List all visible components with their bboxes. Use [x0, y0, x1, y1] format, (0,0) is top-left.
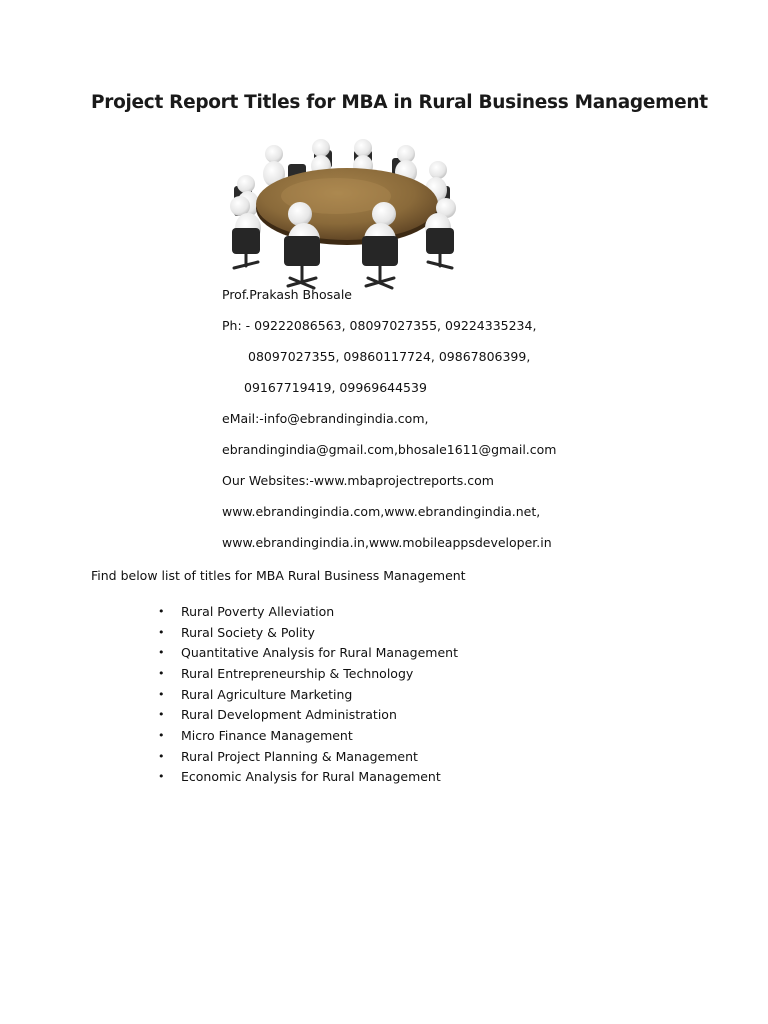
- bullet-icon: •: [158, 770, 165, 784]
- topic-label: Quantitative Analysis for Rural Management: [181, 645, 458, 661]
- page-title: Project Report Titles for MBA in Rural Business Management: [91, 92, 708, 113]
- topic-label: Rural Society & Polity: [181, 624, 315, 640]
- websites-line-1[interactable]: Our Websites:-www.mbaprojectreports.com: [222, 473, 494, 488]
- list-item: [158, 622, 458, 643]
- topic-label: Micro Finance Management: [181, 727, 353, 743]
- bullet-icon: •: [158, 666, 165, 680]
- email-line-2[interactable]: ebrandingindia@gmail.com,bhosale1611@gmail.com: [222, 442, 557, 457]
- business-meeting-round-table-icon: [226, 136, 462, 296]
- list-item: [158, 767, 458, 788]
- bullet-icon: •: [158, 604, 165, 618]
- websites-line-3[interactable]: www.ebrandingindia.in,www.mobileappsdeveloper.in: [222, 535, 552, 550]
- list-item: [158, 601, 458, 622]
- bullet-icon: •: [158, 728, 165, 742]
- websites-line-2[interactable]: www.ebrandingindia.com,www.ebrandingindia.net,: [222, 504, 541, 519]
- phone-line-2: 08097027355, 09860117724, 09867806399,: [248, 349, 531, 364]
- bullet-icon: •: [158, 708, 165, 722]
- bullet-icon: •: [158, 749, 165, 763]
- topic-label: Rural Poverty Alleviation: [181, 603, 335, 619]
- list-item: [158, 684, 458, 705]
- phone-line-1: Ph: - 09222086563, 08097027355, 09224335234,: [222, 318, 537, 333]
- email-line-1[interactable]: eMail:-info@ebrandingindia.com,: [222, 411, 429, 426]
- phone-line-3: 09167719419, 09969644539: [244, 380, 427, 395]
- bullet-icon: •: [158, 687, 165, 701]
- list-item: [158, 704, 458, 725]
- topic-label: Economic Analysis for Rural Management: [181, 769, 441, 785]
- topic-label: Rural Entrepreneurship & Technology: [181, 665, 414, 681]
- list-item: [158, 725, 458, 746]
- list-intro: Find below list of titles for MBA Rural Business Management: [91, 568, 466, 583]
- bullet-icon: •: [158, 625, 165, 639]
- contact-name: Prof.Prakash Bhosale: [222, 287, 352, 302]
- topic-label: Rural Project Planning & Management: [181, 748, 418, 764]
- list-item: [158, 663, 458, 684]
- list-item: [158, 642, 458, 663]
- bullet-icon: •: [158, 646, 165, 660]
- topic-label: Rural Agriculture Marketing: [181, 686, 353, 702]
- list-item: [158, 746, 458, 767]
- topic-label: Rural Development Administration: [181, 707, 397, 723]
- topic-list: [158, 601, 458, 787]
